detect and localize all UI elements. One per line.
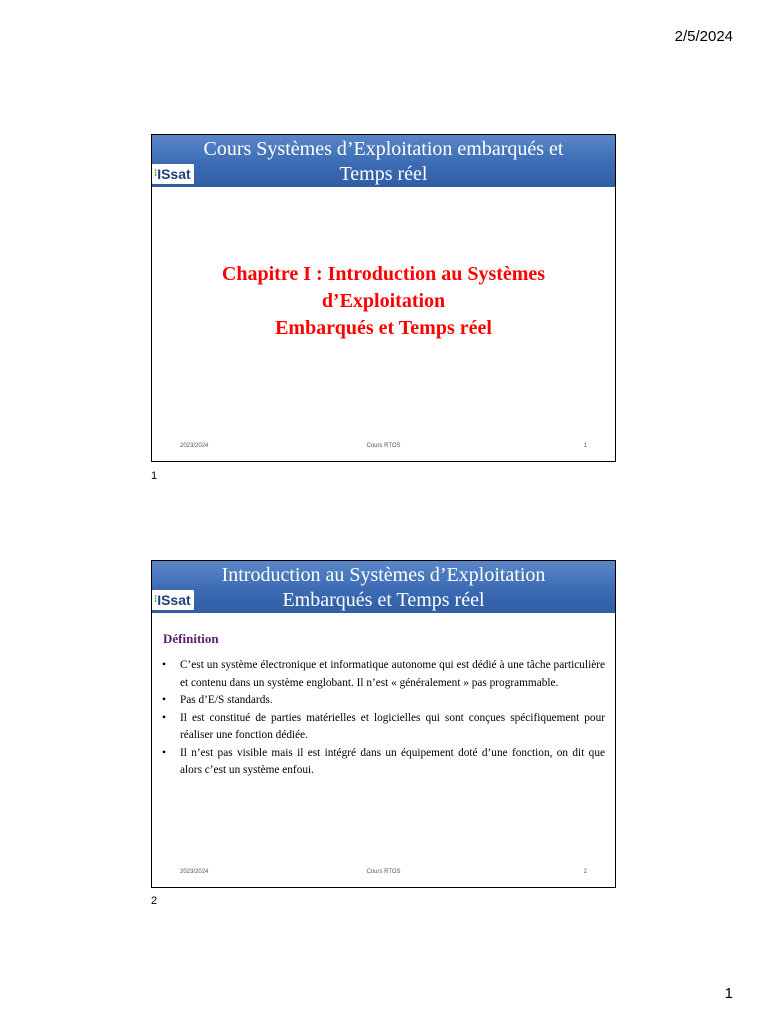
issat-logo (152, 164, 194, 184)
slide-footer (152, 867, 615, 879)
bullet-list (160, 657, 605, 780)
slide-title-line: Introduction au Systèmes d’Exploitation (221, 564, 546, 586)
chapter-title-line: d’Exploitation (321, 290, 446, 312)
section-heading: Définition (163, 631, 219, 646)
footer-slide-number: 2 (583, 869, 587, 875)
chapter-title (152, 261, 615, 342)
bullet-item: • Pas d’E/S standards. (160, 692, 605, 710)
slide-2 (151, 560, 616, 888)
bullet-item: • C’est un système électronique et informatique autonome qui est dédié à une tâche particulière et contenu dans un système englobant. Il n’est « généralement » pas programmable. (160, 657, 605, 692)
bullet-item: • Il n’est pas visible mais il est intégré dans un équipement doté d’une fonction, on dit que alors c’est un système enfoui. (160, 745, 605, 780)
slide-title-line: Temps réel (339, 163, 428, 185)
issat-logo (152, 590, 194, 610)
slide-header (152, 561, 615, 613)
slide-title-line: Cours Systèmes d’Exploitation embarqués et (203, 138, 564, 160)
bullet-item: • Il est constitué de parties matérielles et logicielles qui sont conçues spécifiquement pour réaliser une fonction dédiée. (160, 710, 605, 745)
chapter-title-line: Embarqués et Temps réel (275, 317, 492, 339)
footer-year: 2023/2024 (180, 869, 209, 875)
footer-course: Cours RTOS (366, 869, 401, 875)
footer-year: 2023/2024 (180, 443, 209, 449)
slide-footer (152, 441, 615, 453)
slide-1 (151, 134, 616, 462)
slide-caption-1: 1 (151, 470, 158, 482)
slide-caption-2: 2 (151, 895, 158, 907)
footer-slide-number: 1 (583, 443, 587, 449)
page-number: 1 (724, 985, 733, 1002)
logo-text: ISsat (157, 592, 191, 608)
logo-dots-icon: ⁝ (154, 168, 158, 179)
page-date: 2/5/2024 (674, 28, 733, 45)
logo-dots-icon: ⁝ (154, 594, 158, 605)
logo-text: ISsat (157, 166, 191, 182)
slide-title-line: Embarqués et Temps réel (282, 589, 485, 611)
slide-header (152, 135, 615, 187)
footer-course: Cours RTOS (366, 443, 401, 449)
chapter-title-line: Chapitre I : Introduction au Systèmes (221, 263, 546, 285)
